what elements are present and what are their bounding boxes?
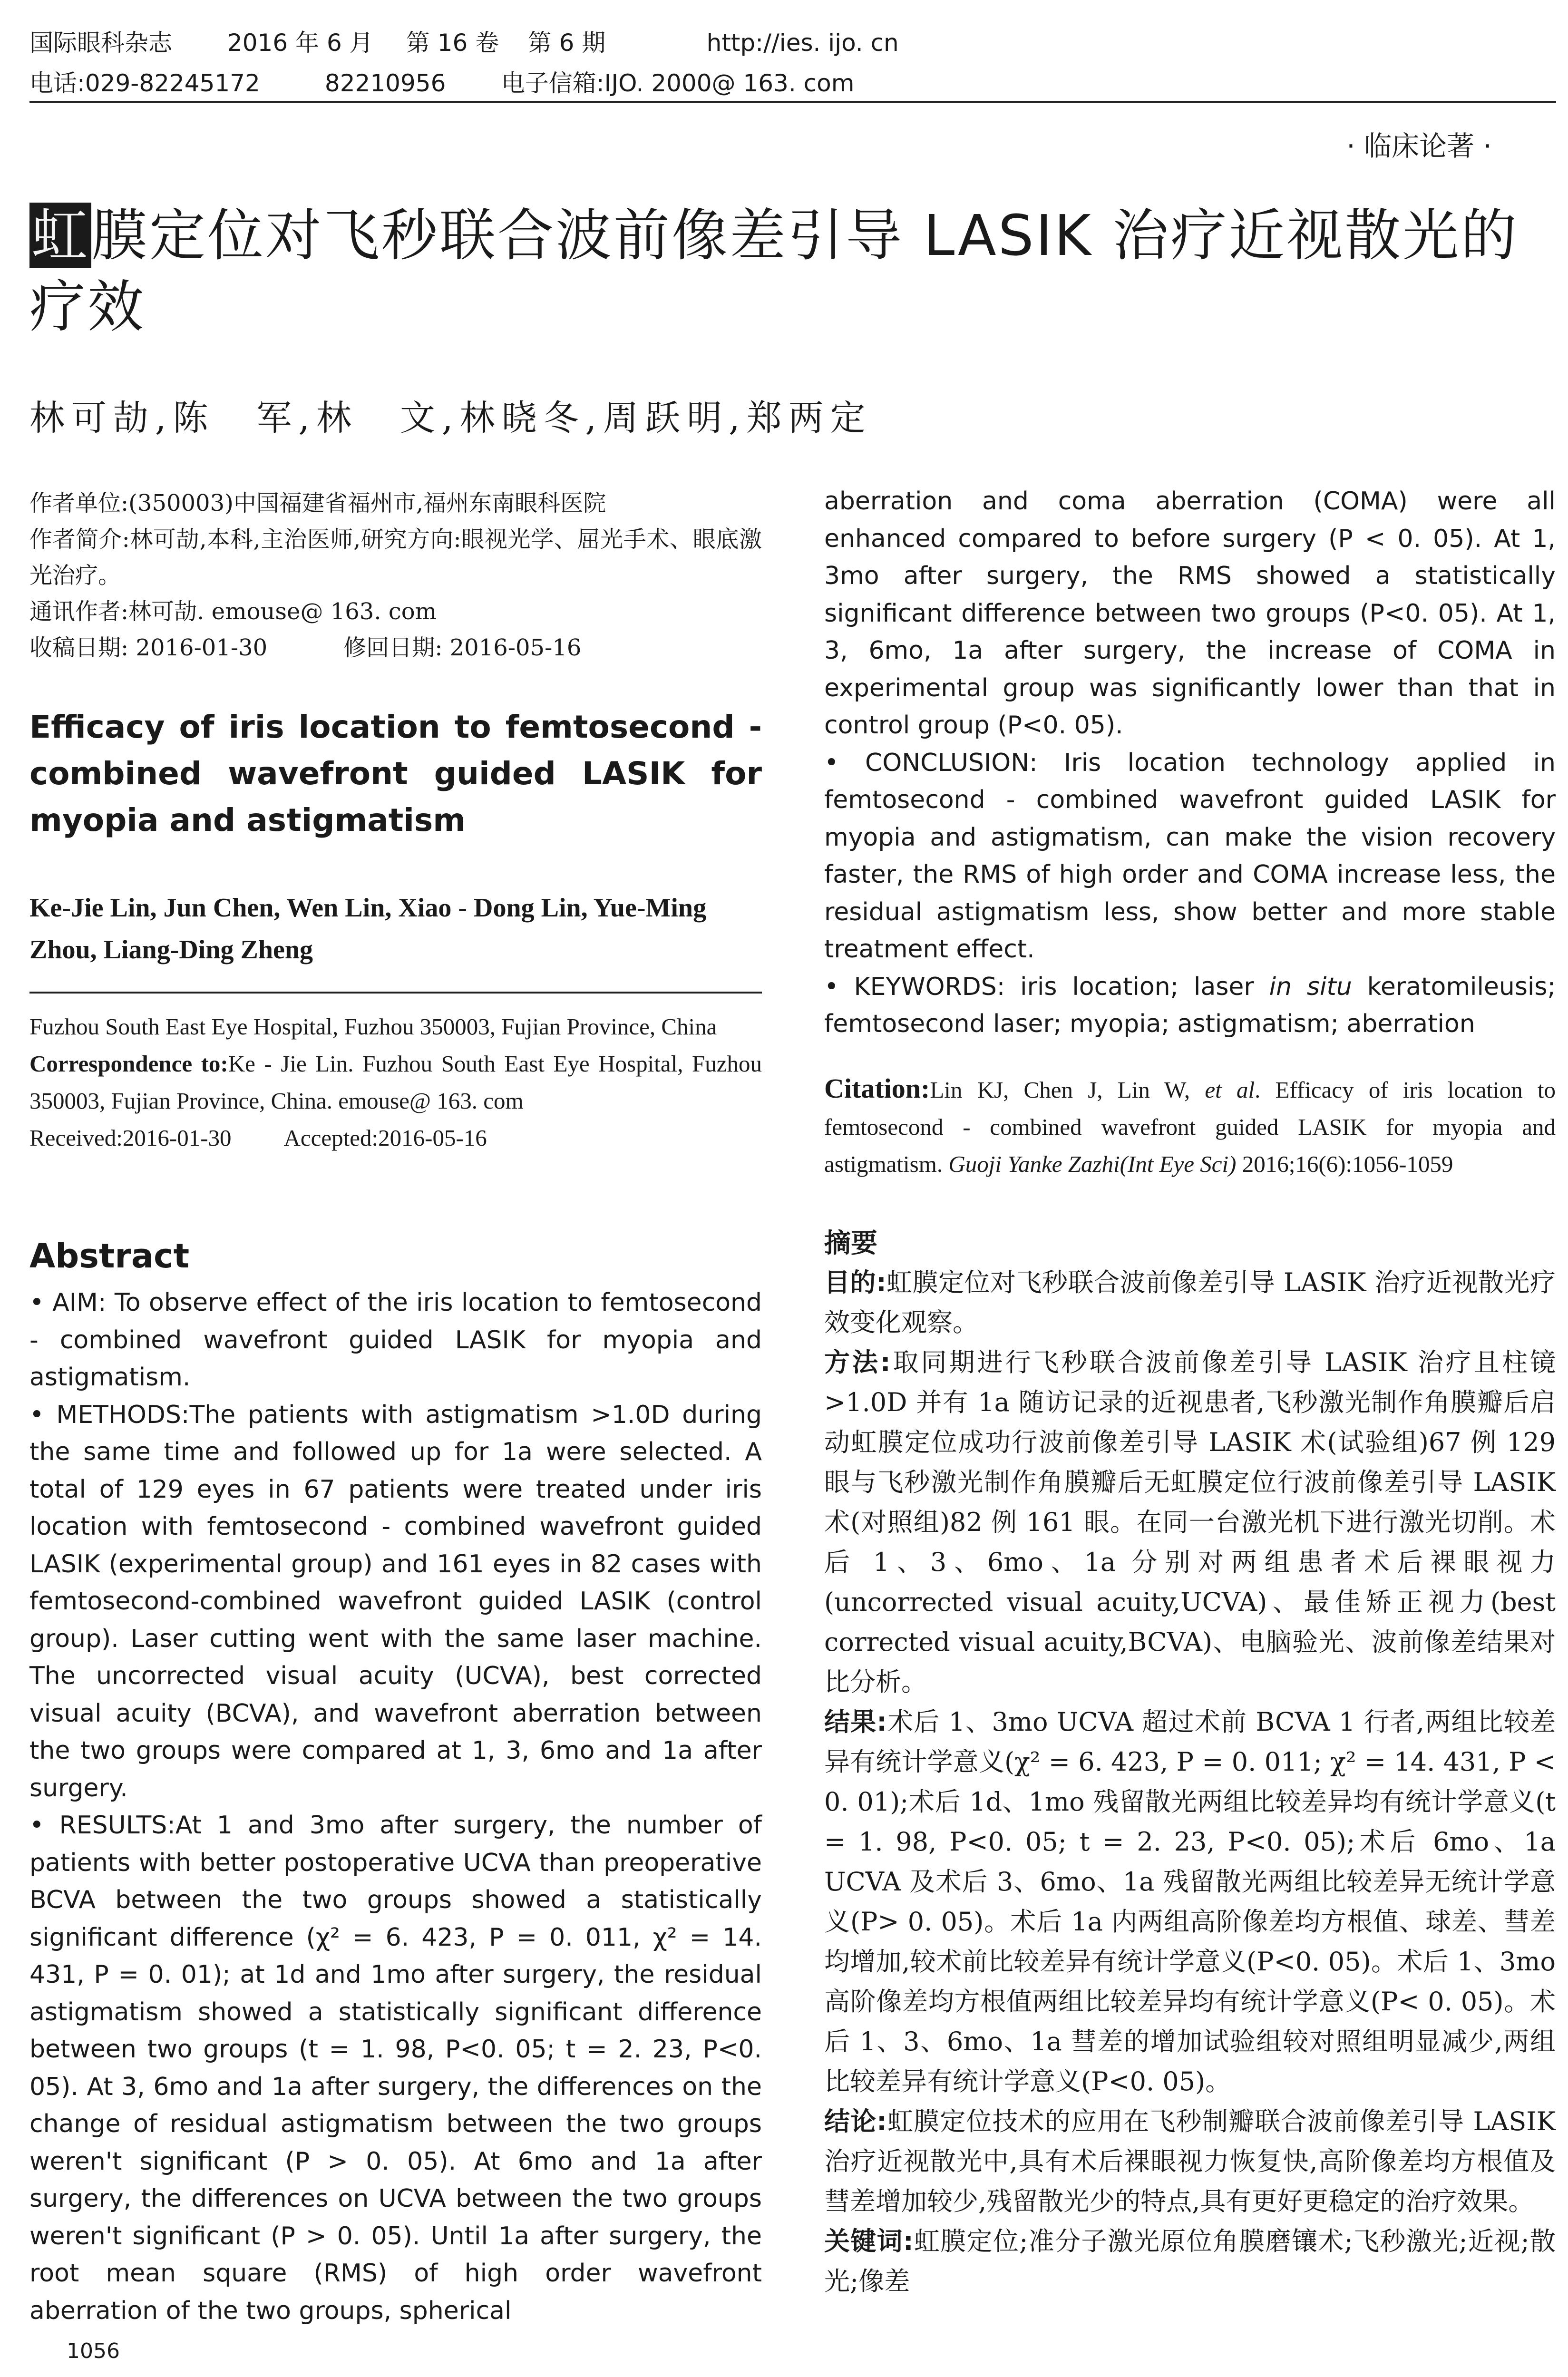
keywords-part-a: iris location; laser: [1005, 972, 1269, 1001]
journal-header-line2: [29, 64, 854, 98]
journal-url[interactable]: http://ies. ijo. cn: [706, 29, 899, 57]
cn-methods-text: 取同期进行飞秒联合波前像差引导 LASIK 治疗且柱镜>1.0D 并有 1a 随访记录的近视患者,飞秒激光制作角膜瓣后启动虹膜定位成功行波前像差引导 LASIK 术(试验组)67 例 129 眼与飞秒激光制作角膜瓣后无虹膜定位行波前像差引导 LASIK 术(对照组)82 例 161 眼。在同一台激光机下进行激光切削。术后 1、3、6mo、1a 分别对两组患者术后裸眼视力(uncorrected visual acuity,UCVA)、最佳矫正视力(best corrected visual acuity,BCVA)、电脑验光、波前像差结果对比分析。: [824, 1347, 1556, 1697]
cn-keywords-text: 虹膜定位;准分子激光原位角膜磨镶术;飞秒激光;近视;散光;像差: [824, 2226, 1556, 2296]
cn-aim: [824, 1263, 1556, 1343]
cn-results-text: 术后 1、3mo UCVA 超过术前 BCVA 1 行者,两组比较差异有统计学意义(χ² = 6. 423, P = 0. 011; χ² = 14. 431, P < 0. 01);术后 1d、1mo 残留散光两组比较差异均有统计学意义(t = 1. 98, P<0. 05; t = 2. 23, P<0. 05);术后 6mo、1a UCVA 及术后 3、6mo、1a 残留散光两组比较差异无统计学意义(P> 0. 05)。术后 1a 内两组高阶像差均方根值、球差、彗差均增加,较术前比较差异有统计学意义(P<0. 05)。术后 1、3mo 高阶像差均方根值两组比较差异均有统计学意义(P< 0. 05)。术后 1、3、6mo、1a 彗差的增加试验组较对照组明显减少,两组比较差异有统计学意义(P<0. 05)。: [824, 1707, 1556, 2096]
cn-conclusion-label: 结论:: [824, 2106, 887, 2136]
abstract-aim: • AIM: To observe effect of the iris location to femtosecond - combined wavefront guided LASIK for myopia and astigmatism.: [29, 1288, 762, 1392]
keywords-insitu: in situ: [1269, 972, 1352, 1001]
english-title: Efficacy of iris location to femtosecond - combined wavefront guided LASIK for myopia and astigmatism: [29, 709, 762, 838]
author-info: [29, 485, 762, 666]
journal-email[interactable]: 电子信箱:IJO. 2000@ 163. com: [501, 69, 855, 97]
correspondence-label: Correspondence to:: [29, 1051, 228, 1077]
volume: 第 16 卷: [406, 29, 499, 57]
cn-methods-label: 方法:: [824, 1347, 891, 1377]
header-rule: [29, 101, 1556, 103]
abstract-conclusion: • CONCLUSION: Iris location technology applied in femtosecond - combined wavefront guided LASIK for myopia and astigmatism, can make the vision recovery faster, the RMS of high order and COMA increase less, the residual astigmatism less, show better and more stable treatment effect.: [824, 748, 1556, 964]
journal-header-line1: [29, 24, 899, 58]
phone: 电话:029-82245172: [29, 69, 260, 97]
cn-aim-text: 虹膜定位对飞秒联合波前像差引导 LASIK 治疗近视散光疗效变化观察。: [824, 1267, 1556, 1337]
phone-2: 82210956: [324, 69, 446, 97]
english-abstract-left: [29, 1284, 762, 2329]
issue: 第 6 期: [527, 29, 606, 57]
received-accepted: [29, 1120, 762, 1157]
citation-text: Lin KJ, Chen J, Lin W,: [930, 1077, 1205, 1103]
citation-label: Citation:: [824, 1073, 930, 1104]
accepted: Accepted:2016-05-16: [283, 1125, 487, 1151]
author-bio: 作者简介:林可劼,本科,主治医师,研究方向:眼视光学、屈光手术、眼底激光治疗。: [29, 526, 762, 589]
keywords-label: • KEYWORDS:: [824, 972, 1005, 1001]
chinese-abstract-heading: 摘要: [824, 1228, 877, 1259]
cn-conclusion-text: 虹膜定位技术的应用在飞秒制瓣联合波前像差引导 LASIK 治疗近视散光中,具有术后裸眼视力恢复快,高阶像差均方根值及彗差增加较少,残留散光少的特点,具有更好更稳定的治疗效果。: [824, 2106, 1556, 2216]
revised-date: 修回日期: 2016-05-16: [343, 634, 582, 661]
english-authors: Ke-Jie Lin, Jun Chen, Wen Lin, Xiao - Dong Lin, Yue-Ming Zhou, Liang-Ding Zheng: [29, 893, 707, 964]
cn-methods: [824, 1343, 1556, 1702]
english-affiliation: [29, 1008, 762, 1157]
corresponding-author: 通讯作者:林可劼. emouse@ 163. com: [29, 598, 437, 625]
issue-date: 2016 年 6 月: [227, 29, 373, 57]
citation: [824, 1070, 1556, 1183]
abstract-results: • RESULTS:At 1 and 3mo after surgery, the number of patients with better postoperative UCVA than preoperative BCVA between the two groups showed a statistically significant difference (χ² = 6. 423, P = 0. 011, χ² = 14. 431, P = 0. 01); at 1d and 1mo after surgery, the residual astigmatism showed a statistically significant difference between two groups (t = 1. 98, P<0. 05; t = 2. 23, P<0. 05). At 3, 6mo and 1a after surgery, the differences on the change of residual astigmatism between the two groups weren't significant (P > 0. 05). At 6mo and 1a after surgery, the differences on UCVA between the two groups weren't significant (P > 0. 05). Until 1a after surgery, the root mean square (RMS) of high order wavefront aberration of the two groups, spherical: [29, 1811, 762, 2325]
chinese-title: [29, 200, 1542, 342]
chinese-authors: 林可劼,陈 军,林 文,林晓冬,周跃明,郑两定: [29, 398, 872, 438]
cn-keywords: [824, 2221, 1556, 2301]
citation-journal: Guoji Yanke Zazhi(Int Eye Sci): [948, 1151, 1237, 1177]
author-unit: 作者单位:(350003)中国福建省福州市,福州东南眼科医院: [29, 490, 606, 516]
abstract-methods: • METHODS:The patients with astigmatism >1.0D during the same time and followed up for 1a were selected. A total of 129 eyes in 67 patients were treated under iris location with femtosecond - combined wavefront guided LASIK (experimental group) and 161 eyes in 82 cases with femtosecond-combined wavefront guided LASIK (control group). Laser cutting went with the same laser machine. The uncorrected visual acuity (UCVA), best corrected visual acuity (BCVA), and wavefront aberration between the two groups were compared at 1, 3, 6mo and 1a after surgery.: [29, 1400, 762, 1802]
page-number: 1056: [67, 2339, 120, 2363]
citation-etal: et al: [1205, 1077, 1255, 1103]
cn-keywords-label: 关键词:: [824, 2226, 914, 2256]
affiliation-hospital: Fuzhou South East Eye Hospital, Fuzhou 350003, Fujian Province, China: [29, 1013, 717, 1040]
chinese-abstract: [824, 1263, 1556, 2301]
abstract-keywords: [824, 968, 1556, 1043]
cn-results-label: 结果:: [824, 1707, 887, 1737]
cn-conclusion: [824, 2102, 1556, 2221]
cn-aim-label: 目的:: [824, 1267, 886, 1297]
received: Received:2016-01-30: [29, 1125, 232, 1151]
section-tag: · 临床论著 ·: [1346, 130, 1492, 162]
correspondence-text: Ke - Jie Lin. Fuzhou South East Eye Hospital, Fuzhou 350003, Fujian Province, China. emouse@ 163. com: [29, 1051, 762, 1114]
citation-ref: 2016;16(6):1056-1059: [1236, 1151, 1453, 1177]
journal-name: 国际眼科杂志: [29, 29, 172, 57]
english-abstract-right: [824, 483, 1556, 1043]
correspondence: [29, 1045, 762, 1120]
cn-results: [824, 1702, 1556, 2102]
author-rule: [29, 992, 762, 994]
keywords-part-b: keratomileusis; femtosecond laser; myopia; astigmatism; aberration: [824, 972, 1556, 1038]
citation-text-2: . Efficacy of iris location to femtosecond - combined wavefront guided LASIK for myopia and astigmatism.: [824, 1077, 1556, 1177]
received-date: 收稿日期: 2016-01-30: [29, 634, 268, 661]
abstract-heading: Abstract: [29, 1237, 190, 1276]
title-rest: 膜定位对飞秒联合波前像差引导 LASIK 治疗近视散光的疗效: [29, 203, 1519, 340]
abstract-results-cont: aberration and coma aberration (COMA) were all enhanced compared to before surgery (P < 0. 05). At 1, 3mo after surgery, the RMS showed a statistically significant difference between two groups (P<0. 05). At 1, 3, 6mo, 1a after surgery, the increase of COMA in experimental group was significantly lower than that in control group (P<0. 05).: [824, 487, 1556, 740]
title-highlight: 虹: [29, 203, 91, 268]
dates-line: [29, 630, 762, 666]
